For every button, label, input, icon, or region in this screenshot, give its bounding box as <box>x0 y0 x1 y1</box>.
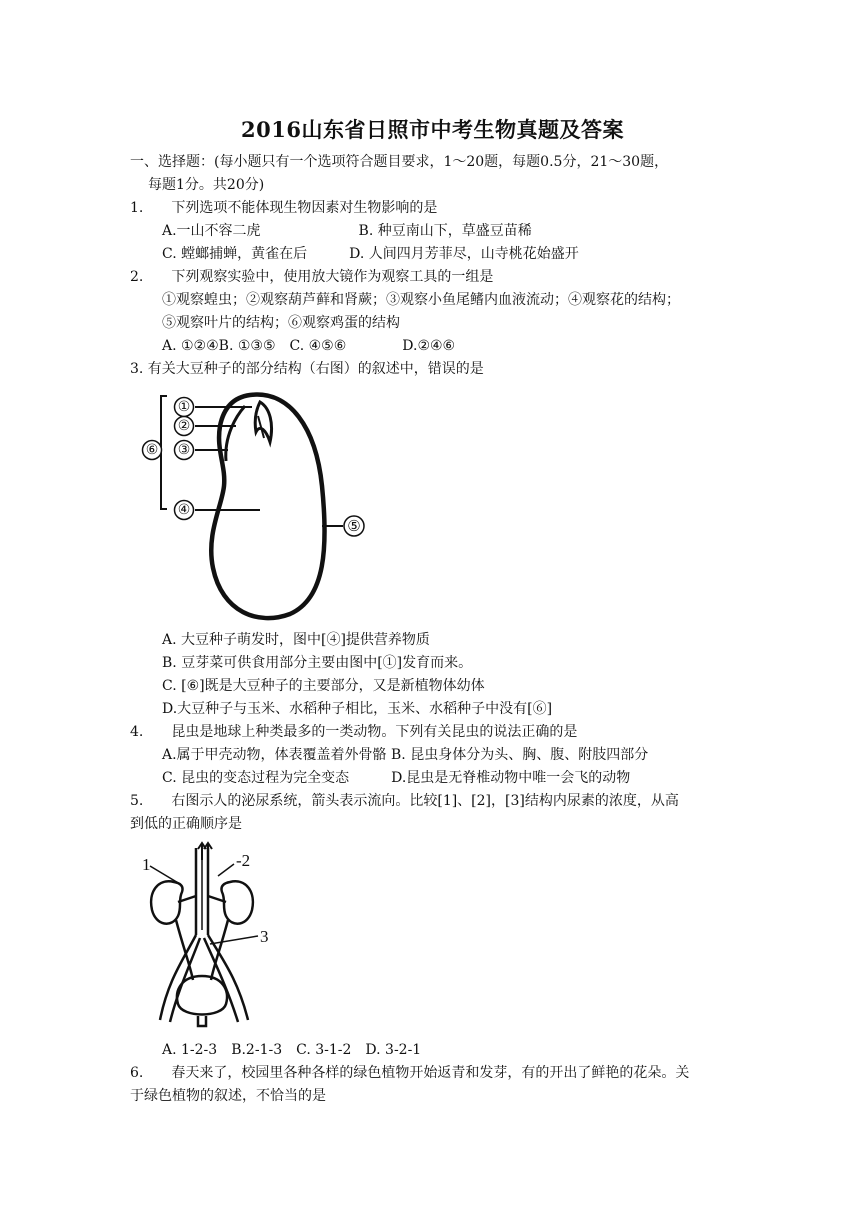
question-4-stem: 4. 昆虫是地球上种类最多的一类动物。下列有关昆虫的说法正确的是 <box>130 724 578 740</box>
question-3-option-c: C. [⑥]既是大豆种子的主要部分，又是新植物体幼体 <box>162 678 485 694</box>
question-4-options-cd: C. 昆虫的变态过程为完全变态 D.昆虫是无脊椎动物中唯一会飞的动物 <box>162 770 631 786</box>
question-6-stem: 6. 春天来了，校园里各种各样的绿色植物开始返青和发芽，有的开出了鲜艳的花朵。关 <box>130 1065 690 1081</box>
label-1: ① <box>177 399 191 415</box>
label-3: ③ <box>177 442 191 458</box>
section-heading: 一、选择题：(每小题只有一个选项符合题目要求，1～20题，每题0.5分，21～30题， <box>130 154 669 170</box>
left-kidney <box>151 881 196 923</box>
question-5-stem: 5. 右图示人的泌尿系统，箭头表示流向。比较[1]、[2]，[3]结构内尿素的浓度，从高 <box>130 793 679 809</box>
question-4-options-ab: A.属于甲壳动物，体表覆盖着外骨骼 B. 昆虫身体分为头、胸、腹、附肢四部分 <box>162 747 649 763</box>
question-5-stem-cont: 到低的正确顺序是 <box>130 816 242 832</box>
plumule-shape <box>255 402 271 442</box>
label-2: ② <box>177 418 191 434</box>
label-4: ④ <box>177 502 191 518</box>
leader-lines <box>150 864 258 944</box>
question-3-option-d: D.大豆种子与玉米、水稻种子相比，玉米、水稻种子中没有[⑥] <box>162 701 553 717</box>
arrows <box>198 843 212 860</box>
question-5-options: A. 1-2-3 B.2-1-3 C. 3-1-2 D. 3-2-1 <box>162 1042 422 1058</box>
label-1: 1 <box>142 855 151 874</box>
question-6-stem-cont: 于绿色植物的叙述，不恰当的是 <box>130 1088 326 1104</box>
label-2: -2 <box>236 851 251 870</box>
right-kidney <box>208 881 253 923</box>
question-3-option-b: B. 豆芽菜可供食用部分主要由图中[①]发育而来。 <box>162 655 473 671</box>
question-1-stem: 1. 下列选项不能体现生物因素对生物影响的是 <box>130 200 438 216</box>
question-3-option-a: A. 大豆种子萌发时，图中[④]提供营养物质 <box>162 632 430 648</box>
question-1-options-cd: C. 螳螂捕蝉，黄雀在后 D. 人间四月芳菲尽，山寺桃花始盛开 <box>162 246 579 262</box>
seed-coat-outline <box>211 395 324 619</box>
blood-vessels <box>160 848 251 1022</box>
soybean-seed-diagram <box>140 386 380 626</box>
question-3-stem: 3. 有关大豆种子的部分结构（右图）的叙述中，错误的是 <box>130 361 484 377</box>
bladder <box>177 976 227 1026</box>
label-6: ⑥ <box>145 442 159 458</box>
question-2-stem: 2. 下列观察实验中，使用放大镜作为观察工具的一组是 <box>130 269 494 285</box>
question-2-options: A. ①②④B. ①③⑤ C. ④⑤⑥ D.②④⑥ <box>162 338 456 354</box>
document-title: 2016山东省日照市中考生物真题及答案 <box>241 117 624 142</box>
urinary-system-diagram <box>138 840 278 1030</box>
question-2-items: ①观察蝗虫；②观察葫芦藓和肾蕨；③观察小鱼尾鳍内血液流动；④观察花的结构； <box>162 292 680 308</box>
question-1-options-ab: A.一山不容二虎 B. 种豆南山下，草盛豆苗稀 <box>162 223 532 239</box>
question-2-items-cont: ⑤观察叶片的结构；⑥观察鸡蛋的结构 <box>162 315 400 331</box>
label-3: 3 <box>260 927 269 946</box>
label-5: ⑤ <box>347 517 361 535</box>
section-heading-cont: 每题1分。共20分) <box>148 177 265 193</box>
